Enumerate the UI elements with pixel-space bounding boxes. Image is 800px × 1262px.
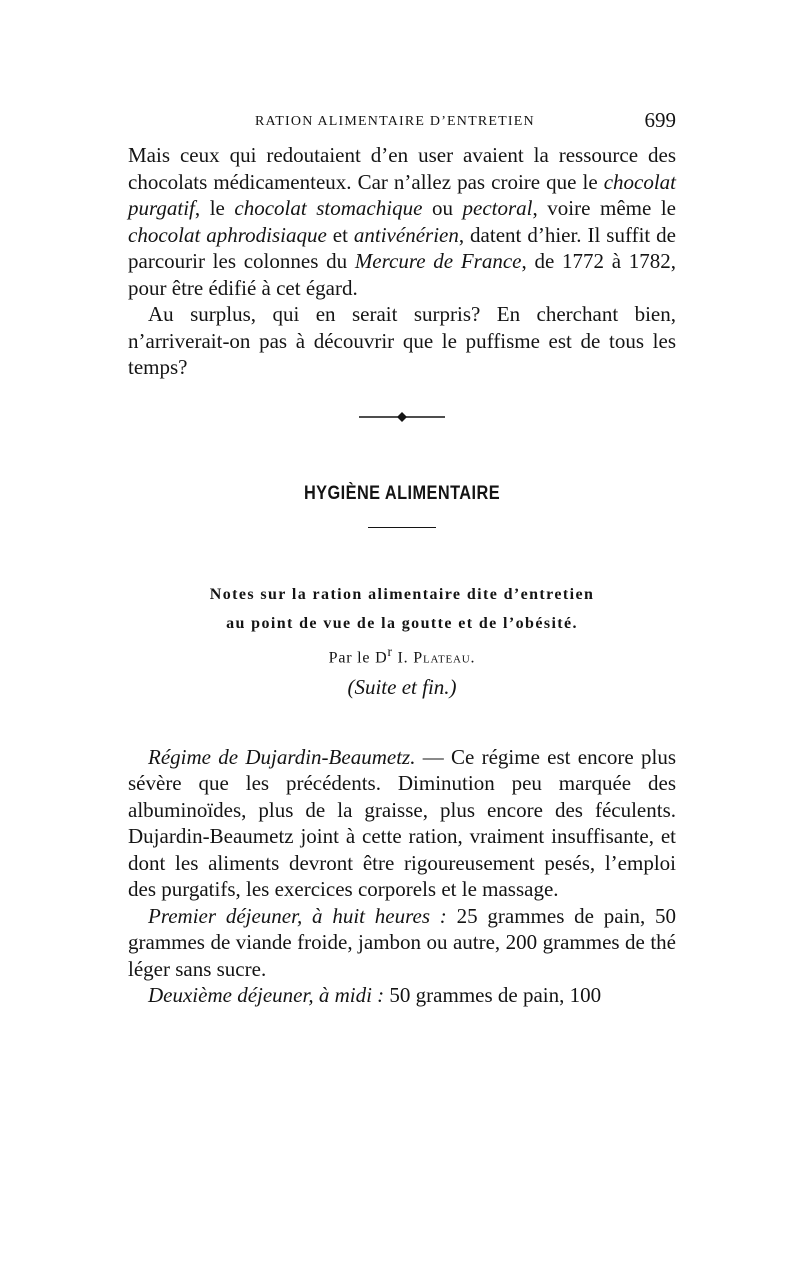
italic-term: chocolat purgatif [128, 169, 676, 220]
book-page [128, 106, 676, 1009]
text-run: , datent d’hier. Il suffit de parcourir les colonnes du [128, 222, 677, 273]
running-title: RATION ALIMENTAIRE D’ENTRETIEN [255, 114, 535, 129]
breakfast-paragraph [128, 903, 676, 983]
sequel-note: (Suite et fin.) [347, 674, 457, 699]
title-rule [368, 527, 436, 528]
text-run: 25 grammes de pain, 50 grammes de viande froide, jambon ou autre, 200 grammes de thé léger sans sucre. [128, 903, 676, 981]
lunch-paragraph [128, 982, 676, 1009]
article-body [128, 744, 676, 1009]
regime-heading: Régime de Dujardin-Beaumetz. [148, 744, 416, 769]
puffisme-paragraph: Au surplus, qui en serait surpris? En cherchant bien, n’arriverait-on pas à découvrir que le puffisme est de tous les temps? [128, 302, 676, 379]
italic-term: Mercure de France [354, 249, 522, 273]
section-title: HYGIÈNE ALIMENTAIRE [303, 482, 501, 504]
italic-term: antivénérien [353, 222, 459, 247]
italic-term: chocolat stomachique [234, 196, 423, 220]
subtitle-line: au point de vue de la goutte et de l’obésité. [226, 614, 578, 632]
meal-heading: Premier déjeuner, à huit heures : [148, 903, 447, 928]
author-byline [128, 644, 676, 667]
text-run: , le [194, 196, 235, 220]
text-run: 50 grammes de pain, 100 [384, 983, 602, 1008]
text-run: Mais ceux qui redoutaient d’en user avaient la ressource des chocolats médicamenteux. Car n’allez pas croire que le [128, 143, 676, 194]
text-run: ou [422, 196, 463, 220]
italic-term: pectoral [462, 196, 533, 220]
running-header [128, 106, 676, 142]
chocolate-paragraph [128, 142, 676, 301]
article-subtitle [128, 580, 676, 638]
diamond-ornament-icon [359, 411, 445, 423]
meal-heading: Deuxième déjeuner, à midi : [148, 983, 385, 1008]
page-number: 699 [644, 108, 676, 132]
author-name: I. Plateau. [397, 648, 476, 666]
italic-term: chocolat aphrodisiaque [128, 222, 327, 247]
byline-prefix: Par le D [328, 648, 388, 666]
text-run: — Ce régime est encore plus sévère que les précédents. Diminution peu marquée des albuminoïdes, plus de la graisse, plus encore des féculents. Dujardin-Beaumetz joint à cette ration, vraiment insuffisante, et dont les aliments devront être rigoureusement pesés, l’emploi des purgatifs, les exercices corporels et le massage. [128, 744, 677, 902]
byline-superscript: r [387, 643, 393, 659]
text-run: , de 1772 à 1782, pour être édifié à cet égard. [128, 249, 676, 300]
subtitle-line: Notes sur la ration alimentaire dite d’entretien [209, 585, 595, 603]
text-run: , voire même le [532, 196, 676, 220]
regime-paragraph [128, 744, 676, 903]
text-run: et [326, 222, 354, 247]
